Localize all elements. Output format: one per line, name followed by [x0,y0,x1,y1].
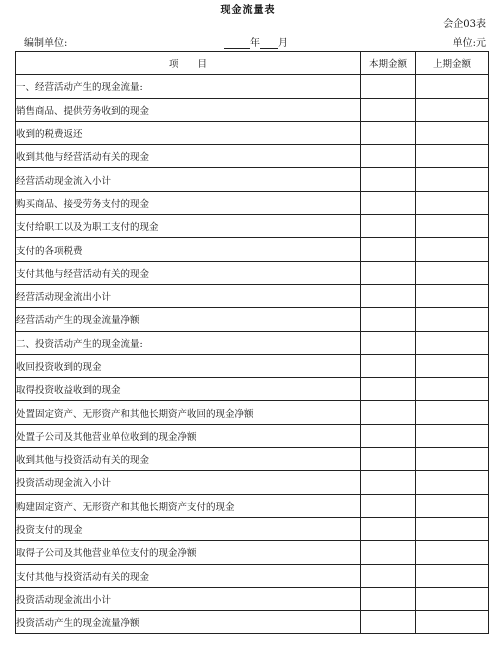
previous-amount-cell[interactable] [416,75,489,98]
table-row [16,541,489,564]
header-previous-amount: 上期金额 [416,52,489,75]
current-amount-cell[interactable] [361,191,416,214]
row-item-label: 收到的税费返还 [16,121,361,144]
table-row [16,448,489,471]
row-item-label: 处置固定资产、无形资产和其他长期资产收回的现金净额 [16,401,361,424]
table-row [16,378,489,401]
table-row [16,424,489,447]
current-amount-cell[interactable] [361,284,416,307]
table-row [16,261,489,284]
row-item-label: 收到其他与投资活动有关的现金 [16,448,361,471]
row-item-label: 投资活动产生的现金流量净额 [16,611,361,634]
month-label: 月 [278,38,288,49]
previous-amount-cell[interactable] [416,145,489,168]
previous-amount-cell[interactable] [416,331,489,354]
previous-amount-cell[interactable] [416,191,489,214]
table-row [16,98,489,121]
current-amount-cell[interactable] [361,611,416,634]
table-row [16,471,489,494]
previous-amount-cell[interactable] [416,611,489,634]
previous-amount-cell[interactable] [416,98,489,121]
current-amount-cell[interactable] [361,215,416,238]
row-item-label: 收回投资收到的现金 [16,354,361,377]
previous-amount-cell[interactable] [416,471,489,494]
previous-amount-cell[interactable] [416,354,489,377]
row-item-label: 处置子公司及其他营业单位收到的现金净额 [16,424,361,447]
current-amount-cell[interactable] [361,145,416,168]
current-amount-cell[interactable] [361,424,416,447]
header-item: 项 目 [16,52,361,75]
current-amount-cell[interactable] [361,308,416,331]
previous-amount-cell[interactable] [416,448,489,471]
table-row [16,564,489,587]
current-amount-cell[interactable] [361,517,416,540]
row-item-label: 经营活动现金流入小计 [16,168,361,191]
current-amount-cell[interactable] [361,471,416,494]
previous-amount-cell[interactable] [416,308,489,331]
form-number: 会企03表 [443,19,486,30]
row-item-label: 二、投资活动产生的现金流量: [16,331,361,354]
previous-amount-cell[interactable] [416,424,489,447]
previous-amount-cell[interactable] [416,564,489,587]
previous-amount-cell[interactable] [416,494,489,517]
current-amount-cell[interactable] [361,564,416,587]
table-row [16,308,489,331]
table-header-row [16,52,489,75]
current-amount-cell[interactable] [361,354,416,377]
unit-label: 单位:元 [452,38,486,49]
table-row [16,145,489,168]
current-amount-cell[interactable] [361,98,416,121]
table-row [16,494,489,517]
row-item-label: 收到其他与经营活动有关的现金 [16,145,361,168]
previous-amount-cell[interactable] [416,215,489,238]
current-amount-cell[interactable] [361,448,416,471]
current-amount-cell[interactable] [361,541,416,564]
current-amount-cell[interactable] [361,331,416,354]
table-row [16,215,489,238]
row-item-label: 经营活动现金流出小计 [16,284,361,307]
previous-amount-cell[interactable] [416,238,489,261]
document-title: 现金流量表 [220,5,276,16]
previous-amount-cell[interactable] [416,261,489,284]
header-info-row [14,34,486,48]
previous-amount-cell[interactable] [416,401,489,424]
row-item-label: 购建固定资产、无形资产和其他长期资产支付的现金 [16,494,361,517]
previous-amount-cell[interactable] [416,168,489,191]
table-row [16,284,489,307]
current-amount-cell[interactable] [361,494,416,517]
row-item-label: 销售商品、提供劳务收到的现金 [16,98,361,121]
row-item-label: 支付其他与投资活动有关的现金 [16,564,361,587]
previous-amount-cell[interactable] [416,121,489,144]
row-item-label: 取得子公司及其他营业单位支付的现金净额 [16,541,361,564]
table-row [16,238,489,261]
current-amount-cell[interactable] [361,587,416,610]
table-row [16,587,489,610]
current-amount-cell[interactable] [361,168,416,191]
row-item-label: 支付其他与经营活动有关的现金 [16,261,361,284]
cash-flow-table [15,51,489,634]
row-item-label: 一、经营活动产生的现金流量: [16,75,361,98]
current-amount-cell[interactable] [361,75,416,98]
row-item-label: 支付给职工以及为职工支付的现金 [16,215,361,238]
table-row [16,191,489,214]
row-item-label: 取得投资收益收到的现金 [16,378,361,401]
previous-amount-cell[interactable] [416,587,489,610]
period-field [224,34,288,49]
row-item-label: 投资活动现金流出小计 [16,587,361,610]
table-row [16,354,489,377]
current-amount-cell[interactable] [361,121,416,144]
header-current-amount: 本期金额 [361,52,416,75]
table-row [16,75,489,98]
table-row [16,611,489,634]
row-item-label: 经营活动产生的现金流量净额 [16,308,361,331]
table-row [16,331,489,354]
previous-amount-cell[interactable] [416,284,489,307]
year-blank [224,38,250,49]
table-row [16,517,489,540]
current-amount-cell[interactable] [361,378,416,401]
table-row [16,121,489,144]
previous-amount-cell[interactable] [416,541,489,564]
current-amount-cell[interactable] [361,238,416,261]
previous-amount-cell[interactable] [416,378,489,401]
row-item-label: 支付的各项税费 [16,238,361,261]
year-label: 年 [250,38,260,49]
row-item-label: 投资活动现金流入小计 [16,471,361,494]
table-row [16,401,489,424]
current-amount-cell[interactable] [361,261,416,284]
row-item-label: 投资支付的现金 [16,517,361,540]
row-item-label: 购买商品、接受劳务支付的现金 [16,191,361,214]
table-row [16,168,489,191]
previous-amount-cell[interactable] [416,517,489,540]
current-amount-cell[interactable] [361,401,416,424]
compiler-label: 编制单位: [24,38,68,49]
month-blank [260,38,278,49]
